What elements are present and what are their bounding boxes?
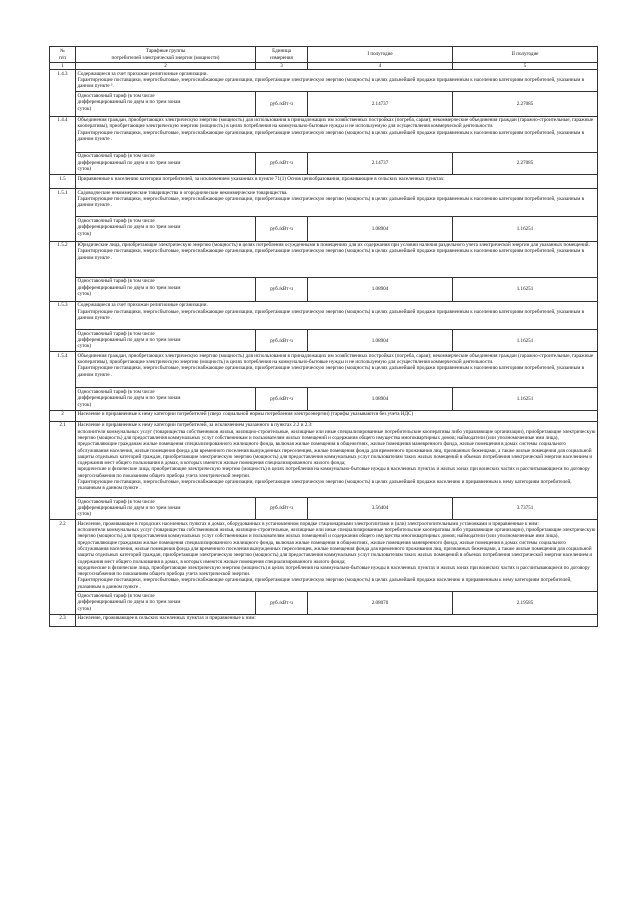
column-number: 1	[50, 63, 76, 70]
row-number: 1.4.4	[50, 116, 76, 174]
row-number: 1.5	[50, 174, 76, 188]
tariff-name: Одноставочный тариф (в том числе дифференцированный по двум и по трем зонам суток)	[76, 92, 256, 116]
tariff-value-half2: 2.19585	[453, 592, 598, 614]
header-half2: II полугодие	[453, 47, 598, 63]
tariff-value-half1: 2.08070	[308, 592, 453, 614]
table-row	[50, 520, 598, 592]
tariff-value-half2: 1.16251	[453, 330, 598, 352]
row-description: Содержащиеся за счет прихожан религиозные организации. Гарантирующие поставщики, энергосбытовые, энергоснабжающие организации, приобретающие электрическую энергию (мощность) в целях дальнейшей продажи приравненным к населению категориям потребителей, указанным в данном пункте ³.	[76, 70, 598, 92]
tariff-value-half2: 1.16251	[453, 217, 598, 241]
tariff-value-half1: 1.08904	[308, 277, 453, 301]
tariff-row	[50, 592, 598, 614]
tariff-name: Одноставочный тариф (в том числе дифференцированный по двум и по трем зонам суток)	[76, 277, 256, 301]
row-description: Содержащиеся за счет прихожан религиозные организации. Гарантирующие поставщики, энергосбытовые, энергоснабжающие организации, приобретающие электрическую энергию (мощность) в целях дальнейшей продажи приравненным к населению категориям потребителей, указанным в данном пункте .	[76, 301, 598, 329]
table-row	[50, 189, 598, 217]
tariff-row	[50, 217, 598, 241]
row-description: Юридические лица, приобретающие электрическую энергию (мощность) в целях потребления осужденными в помещениях для их содержания при условии наличия раздельного учета электрической энергии для указанных помещений. Гарантирующие поставщики, энергосбытовые, энергоснабжающие организации, приобретающие электрическую энергию (мощность) в целях дальнейшей продажи приравненным к населению категориям потребителей, указанным в данном пункте .	[76, 241, 598, 277]
table-row	[50, 614, 598, 626]
row-description: Население, проживающее в сельских населенных пунктах и приравненные к ним:	[76, 614, 598, 626]
column-number: 2	[76, 63, 256, 70]
header-half1: I полугодие	[308, 47, 453, 63]
header-num: № п/п	[50, 47, 76, 63]
tariff-value-half2: 2.27085	[453, 92, 598, 116]
column-number: 5	[453, 63, 598, 70]
row-number: 2.3	[50, 614, 76, 626]
tariff-unit: руб./кВт·ч	[256, 330, 308, 352]
table-row	[50, 421, 598, 497]
tariff-unit: руб./кВт·ч	[256, 592, 308, 614]
row-number: 1.5.1	[50, 189, 76, 241]
tariff-value-half1: 3.56404	[308, 498, 453, 520]
tariff-name: Одноставочный тариф (в том числе дифференцированный по двум и по трем зонам суток)	[76, 152, 256, 174]
tariff-name: Одноставочный тариф (в том числе дифференцированный по двум и по трем зонам суток)	[76, 498, 256, 520]
column-number: 3	[256, 63, 308, 70]
tariff-value-half2: 1.16251	[453, 388, 598, 410]
row-number: 1.5.3	[50, 301, 76, 351]
tariff-row	[50, 92, 598, 116]
header-unit: Единица измерения	[256, 47, 308, 63]
row-description: Садоводческие некоммерческие товарищества и огороднические некоммерческие товарищества. Гарантирующие поставщики, энергосбытовые, энергоснабжающие организации, приобретающие электрическую энергию (мощность) в целях дальнейшей продажи приравненным к населению категориям потребителей, указанным в данном пункте .	[76, 189, 598, 217]
tariff-unit: руб./кВт·ч	[256, 217, 308, 241]
tariff-row	[50, 152, 598, 174]
row-description: Население, проживающее в городских населенных пунктах в домах, оборудованных в установленном порядке стационарными электроплитами и (или) электроотопительными установками и приравненные к ним: исполнители коммунальных услуг (товарищества собственников жилья, жилищно-строительные, жилищные или иные специализированные потребительские кооперативы либо управляющие организации), приобретающие электрическую энергию (мощность) для предоставления коммунальных услуг собственникам и пользователям жилых помещений и содержания общего имущества многоквартирных домов; наймодатели (или уполномоченные ими лица), предоставляющие гражданам жилые помещения специализированного жилищного фонда, включая жилые помещения в общежитиях, жилые помещения маневренного фонда, жилые помещения в домах системы социального обслуживания населения, жилые помещения фонда для временного поселения вынужденных переселенцев, жилые помещения фонда для временного проживания лиц, признанных беженцами, а также жилые помещения для социальной защиты отдельных категорий граждан, приобретающие электрическую энергию (мощность) для предоставления коммунальных услуг пользователям таких жилых помещений в объемах потребления электрической энергии населением и содержания мест общего пользования в домах, в которых имеются жилые помещения специализированного жилого фонда; юридические и физические лица, приобретающие электрическую энергию (мощность) в целях потребления на коммунально-бытовые нужды в населенных пунктах и жилых зонах при воинских частях и рассчитывающиеся по договору энергоснабжения по показаниям общего прибора учета электрической энергии. Гарантирующие поставщики, энергосбытовые, энергоснабжающие организации, приобретающие электрическую энергию (мощность) в целях дальнейшей продажи населению и приравненным к нему категориям потребителей, указанным в данном пункте .	[76, 520, 598, 592]
table-row	[50, 70, 598, 92]
column-number: 4	[308, 63, 453, 70]
row-description: Объединения граждан, приобретающих электрическую энергию (мощность) для использования в принадлежащих им хозяйственных постройках (погреба, сараи); некоммерческие объединения граждан (гаражно-строительные, гаражные кооперативы), приобретающие электрическую энергию (мощность) в целях потребления на коммунально-бытовые нужды и не используемую для осуществления коммерческой деятельности. Гарантирующие поставщики, энергосбытовые, энергоснабжающие организации, приобретающие электрическую энергию (мощность) в целях дальнейшей продажи приравненным к населению категориям потребителей, указанным в данном пункте .	[76, 352, 598, 388]
table-row	[50, 301, 598, 329]
table-row	[50, 174, 598, 188]
table-row	[50, 116, 598, 152]
tariff-name: Одноставочный тариф (в том числе дифференцированный по двум и по трем зонам суток)	[76, 592, 256, 614]
row-description: Объединения граждан, приобретающих электрическую энергию (мощность) для использования в принадлежащих им хозяйственных постройках (погреба, сараи); некоммерческие объединения граждан (гаражно-строительные, гаражные кооперативы), приобретающие электрическую энергию (мощность) в целях потребления на коммунально-бытовые нужды и не используемую для осуществления коммерческой деятельности. Гарантирующие поставщики, энергосбытовые, энергоснабжающие организации, приобретающие электрическую энергию (мощность) в целях дальнейшей продажи приравненным к населению категориям потребителей, указанным в данном пункте .	[76, 116, 598, 152]
tariff-row	[50, 277, 598, 301]
row-number: 1.5.2	[50, 241, 76, 301]
tariff-value-half1: 2.14737	[308, 152, 453, 174]
column-number-row	[50, 63, 598, 70]
tariff-document	[49, 46, 597, 627]
tariff-unit: руб./кВт·ч	[256, 92, 308, 116]
row-description: Население и приравненные к нему категории потребителей, за исключением указанного в пунктах 2.2 и 2.3: исполнители коммунальных услуг (товарищества собственников жилья, жилищно-строительные, жилищные или иные специализированные потребительские кооперативы либо управляющие организации), приобретающие электрическую энергию (мощность) для предоставления коммунальных услуг собственникам и пользователям жилых помещений и содержания общего имущества многоквартирных домов; наймодатели (или уполномоченные ими лица), предоставляющие гражданам жилые помещения специализированного жилищного фонда, включая жилые помещения в общежитиях, жилые помещения маневренного фонда, жилые помещения в домах системы социального обслуживания населения, жилые помещения фонда для временного поселения вынужденных переселенцев, жилые помещения фонда для временного проживания лиц, признанных беженцами, а также жилые помещения для социальной защиты отдельных категорий граждан, приобретающие электрическую энергию (мощность) для предоставления коммунальных услуг пользователям таких жилых помещений в объемах потребления электрической энергии населением и содержания мест общего пользования в домах, в которых имеются жилые помещения специализированного жилого фонда; юридические и физические лица, приобретающие электрическую энергию (мощность) в целях потребления на коммунально-бытовые нужды в населенных пунктах и жилых зонах при воинских частях и рассчитывающиеся по договору энергоснабжения по показаниям общего прибора учета электрической энергии. Гарантирующие поставщики, энергосбытовые, энергоснабжающие организации, приобретающие электрическую энергию (мощность) в целях дальнейшей продажи населению и приравненным к нему категориям потребителей, указанным в данном пункте .	[76, 421, 598, 497]
tariff-value-half1: 1.08904	[308, 217, 453, 241]
row-number: 1.4.3	[50, 70, 76, 116]
tariff-row	[50, 388, 598, 410]
table-row	[50, 241, 598, 277]
tariff-name: Одноставочный тариф (в том числе дифференцированный по двум и по трем зонам суток)	[76, 217, 256, 241]
row-description: Приравненные к населению категории потребителей, за исключением указанных в пункте 71(1) Основ ценообразования, проживающие в сельских населенных пунктах:	[76, 174, 598, 188]
tariff-value-half1: 1.08904	[308, 388, 453, 410]
row-number: 1.5.4	[50, 352, 76, 410]
tariff-unit: руб./кВт·ч	[256, 498, 308, 520]
row-number: 2	[50, 410, 76, 421]
tariff-row	[50, 498, 598, 520]
tariff-row	[50, 330, 598, 352]
table-row	[50, 410, 598, 421]
tariff-value-half2: 1.16251	[453, 277, 598, 301]
row-number: 2.2	[50, 520, 76, 614]
tariff-unit: руб./кВт·ч	[256, 152, 308, 174]
tariff-value-half2: 3.73751	[453, 498, 598, 520]
tariff-name: Одноставочный тариф (в том числе дифференцированный по двум и по трем зонам суток)	[76, 388, 256, 410]
tariff-unit: руб./кВт·ч	[256, 277, 308, 301]
tariff-value-half1: 2.14737	[308, 92, 453, 116]
tariff-value-half1: 1.08904	[308, 330, 453, 352]
row-description: Население и приравненные к нему категории потребителей (сверх социальной нормы потребления электроэнергии) (тарифы указываются без учета НДС)	[76, 410, 598, 421]
header-groups: Тарифные группы потребителей электрической энергии (мощности)	[76, 47, 256, 63]
tariff-value-half2: 2.27085	[453, 152, 598, 174]
row-number: 2.1	[50, 421, 76, 519]
tariff-table	[49, 46, 598, 627]
table-row	[50, 352, 598, 388]
table-header-row	[50, 47, 598, 63]
tariff-name: Одноставочный тариф (в том числе дифференцированный по двум и по трем зонам суток)	[76, 330, 256, 352]
tariff-unit: руб./кВт·ч	[256, 388, 308, 410]
